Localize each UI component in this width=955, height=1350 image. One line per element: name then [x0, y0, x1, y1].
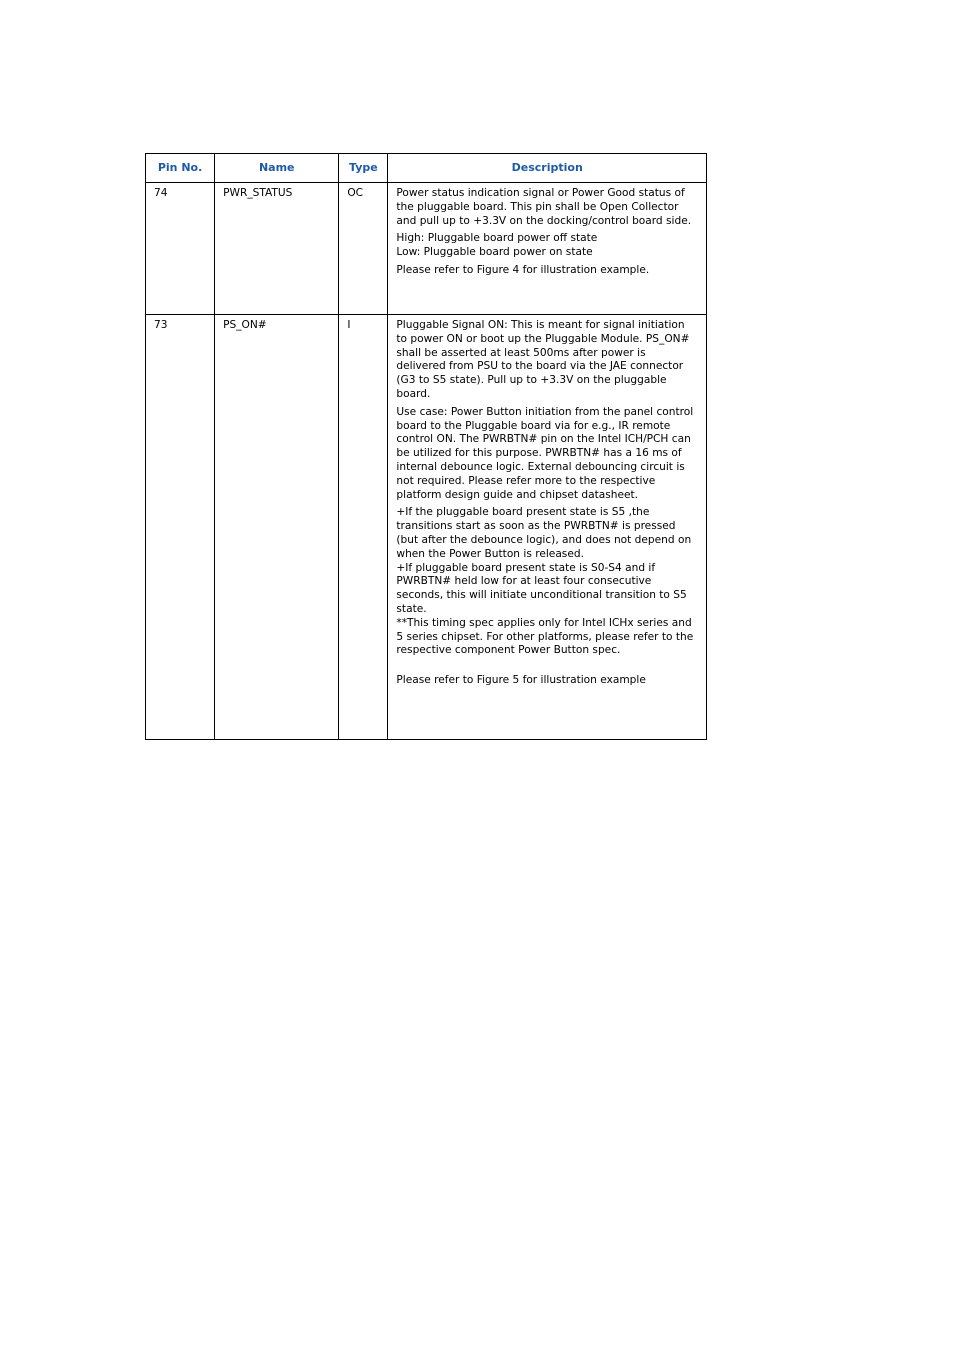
description-paragraph: Low: Pluggable board power on state [396, 246, 593, 259]
cell-description [388, 315, 707, 740]
description-paragraph: Power status indication signal or Power Good status of the pluggable board. This pin shall be Open Collector and pull up to +3.3V on the docking/control board side. [396, 187, 692, 227]
description-paragraph: High: Pluggable board power off state [396, 232, 598, 245]
cell-pin-no: 74 [146, 183, 215, 315]
header-name: Name [215, 154, 339, 183]
description-paragraph: Please refer to Figure 4 for illustration example. [396, 263, 650, 276]
header-row [146, 154, 707, 183]
table-row-pin-74 [146, 183, 707, 315]
table-header [146, 154, 707, 183]
header-pin-no: Pin No. [146, 154, 215, 183]
cell-description [388, 183, 707, 315]
cell-name: PS_ON# [215, 315, 339, 740]
pin-description-table [145, 153, 707, 740]
cell-pin-no: 73 [146, 315, 215, 740]
table-row-pin-73 [146, 315, 707, 740]
cell-name: PWR_STATUS [215, 183, 339, 315]
description-paragraph: +If pluggable board present state is S0-S4 and if PWRBTN# held low for at least four consecutive seconds, this will initiate unconditional transition to S5 state. [396, 561, 687, 615]
cell-type: OC [339, 183, 388, 315]
cell-type: I [339, 315, 388, 740]
description-paragraph: +If the pluggable board present state is S5 ,the transitions start as soon as the PWRBTN# is pressed (but after the debounce logic), and does not depend on when the Power Button is released. [396, 506, 692, 560]
header-type: Type [339, 154, 388, 183]
description-paragraph: Pluggable Signal ON: This is meant for signal initiation to power ON or boot up the Pluggable Module. PS_ON# shall be asserted at least 500ms after power is delivered from PSU to the board via the JAE connector (G3 to S5 state). Pull up to +3.3V on the pluggable board. [396, 319, 690, 400]
description-paragraph: **This timing spec applies only for Intel ICHx series and 5 series chipset. For other platforms, please refer to the respective component Power Button spec. [396, 616, 694, 657]
description-paragraph: Use case: Power Button initiation from the panel control board to the Pluggable board via for e.g., IR remote control ON. The PWRBTN# pin on the Intel ICH/PCH can be utilized for this purpose. PWRBTN# has a 16 ms of internal debounce logic. External debouncing circuit is not required. Please refer more to the respective platform design guide and chipset datasheet. [396, 405, 694, 501]
header-description: Description [388, 154, 707, 183]
description-paragraph: Please refer to Figure 5 for illustration example [396, 674, 646, 687]
